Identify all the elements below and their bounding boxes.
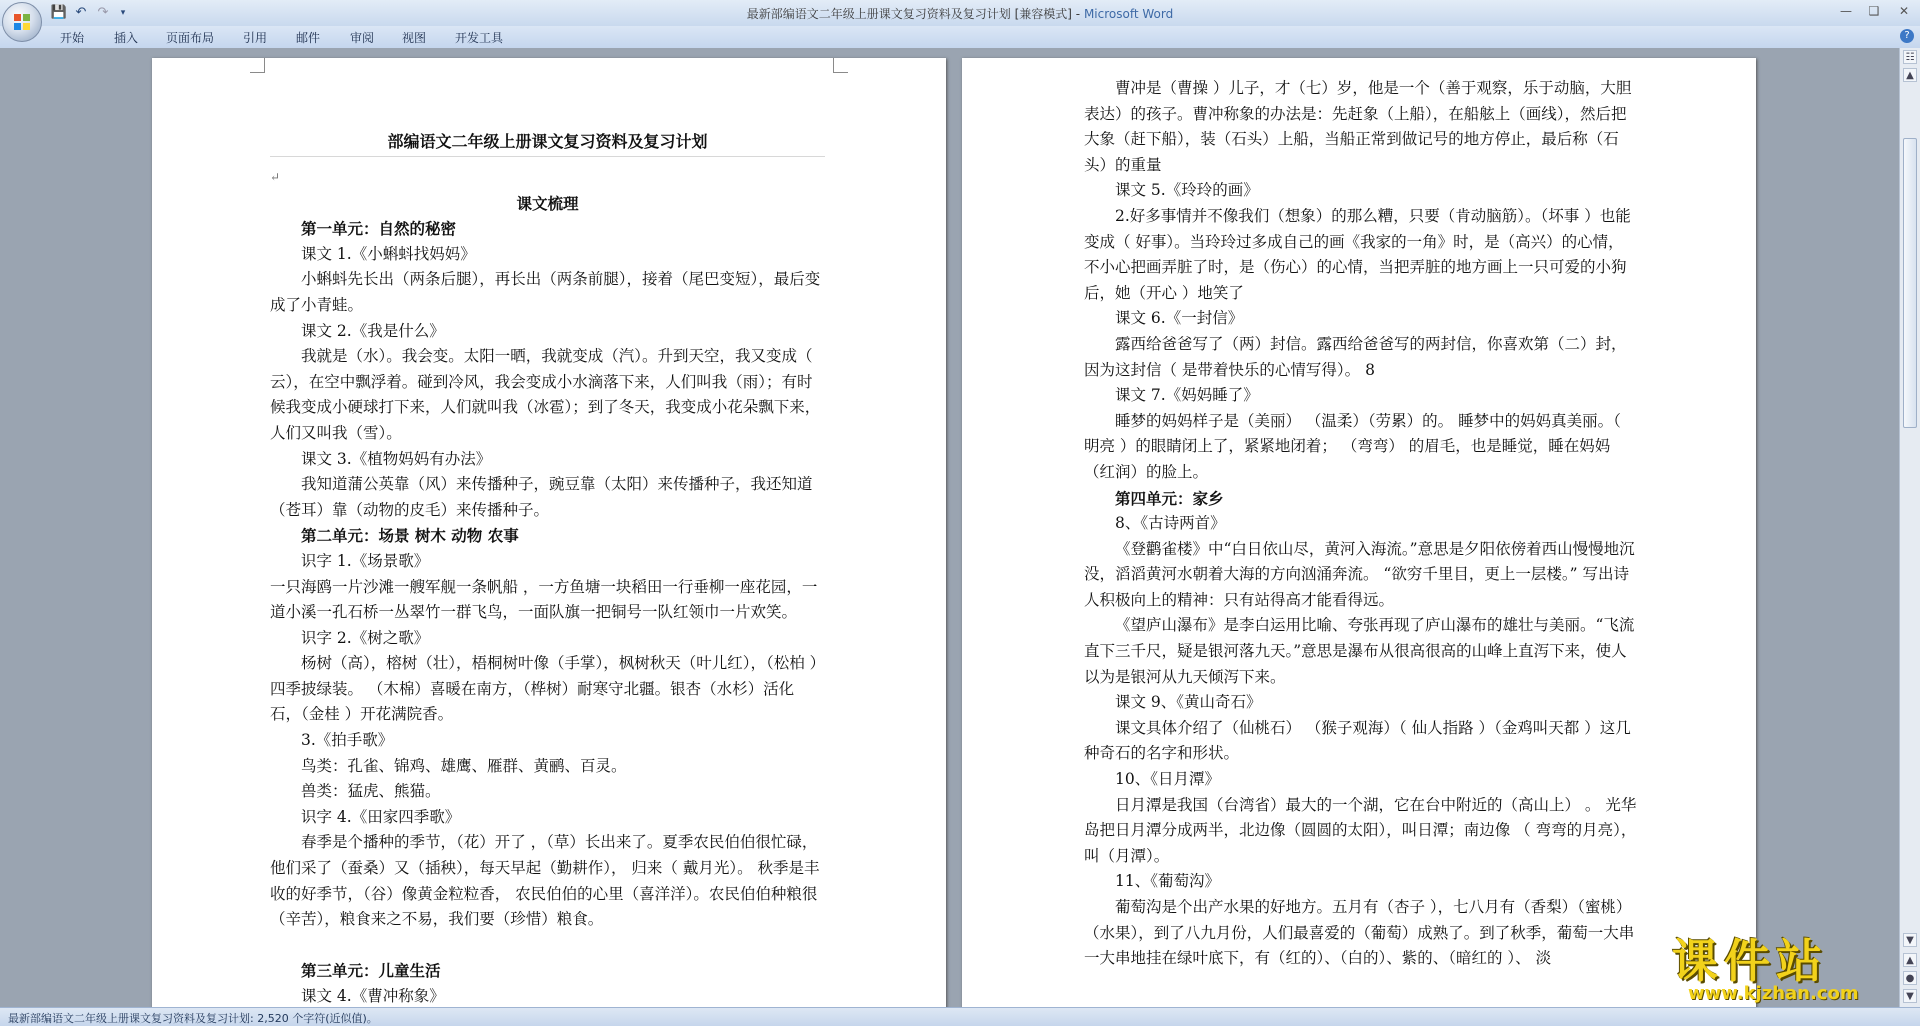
paragraph: 第一单元：自然的秘密 bbox=[301, 219, 457, 239]
minimize-button[interactable]: — bbox=[1840, 4, 1852, 18]
help-icon[interactable]: ? bbox=[1900, 29, 1914, 43]
paragraph: 日月潭是我国（台湾省）最大的一个湖，它在台中附近的（高山上） 。 光华岛把日月潭分成两半，北边像（圆圆的太阳），叫日潭；南边像 （ 弯弯的月亮），叫（月潭）。 bbox=[1084, 795, 1637, 865]
close-button[interactable]: ✕ bbox=[1898, 4, 1910, 18]
tab-page-layout[interactable]: 页面布局 bbox=[166, 31, 215, 45]
paragraph: 课文 4.《曹冲称象》 bbox=[301, 987, 445, 1005]
paragraph: 我知道蒲公英靠（风）来传播种子，豌豆靠（太阳）来传播种子，我还知道（苍耳）靠（动物的皮毛）来传播种子。 bbox=[270, 475, 813, 519]
paragraph: 课文 3.《植物妈妈有办法》 bbox=[301, 449, 492, 468]
scroll-up-icon[interactable]: ▲ bbox=[1903, 68, 1917, 82]
paragraph: 小蝌蚪先长出（两条后腿），再长出（两条前腿），接着（尾巴变短），最后变成了小青蛙。 bbox=[270, 270, 821, 314]
undo-icon[interactable]: ↶ bbox=[75, 5, 87, 20]
vertical-scrollbar[interactable] bbox=[1899, 48, 1920, 1007]
window-title: 最新部编语文二年级上册课文复习资料及复习计划 [兼容模式] - Microsoft Word bbox=[746, 7, 1174, 21]
header-divider bbox=[270, 156, 825, 157]
scroll-down-icon[interactable]: ▼ bbox=[1903, 933, 1917, 947]
paragraph: 3.《拍手歌》 bbox=[301, 731, 394, 750]
document-page-1[interactable] bbox=[152, 58, 946, 1007]
paragraph: 2.好多事情并不像我们（想象）的那么糟，只要（肯动脑筋）。（坏事 ）也能变成（ 好事）。当玲玲过多成自己的画《我家的一角》时，是（高兴）的心情，不小心把画弄脏了时，是（伤心）的心情，当把弄脏的地方画上一只可爱的小狗后，她（开心 ）地笑了 bbox=[1084, 206, 1631, 302]
paragraph: 11、《葡萄沟》 bbox=[1115, 872, 1220, 891]
app-name: Microsoft Word bbox=[1083, 7, 1174, 21]
scrollbar-thumb[interactable] bbox=[1903, 138, 1917, 428]
paragraph: 兽类：猛虎、熊猫。 bbox=[301, 782, 441, 801]
ribbon-tabs bbox=[0, 26, 1920, 49]
paragraph: 睡梦的妈妈样子是（美丽） （温柔）（劳累）的。 睡梦中的妈妈真美丽。（ 明亮 ）的眼睛闭上了，紧紧地闭着； （弯弯） 的眉毛，也是睡觉，睡在妈妈（红润）的脸上。 bbox=[1084, 411, 1621, 481]
ruler-toggle-icon[interactable]: ☷ bbox=[1903, 50, 1917, 64]
title-bar bbox=[0, 0, 1920, 26]
save-icon[interactable]: 💾 bbox=[50, 5, 68, 20]
tab-home[interactable]: 开始 bbox=[60, 31, 85, 45]
page-2-body[interactable] bbox=[1084, 76, 1639, 972]
paragraph: 鸟类：孔雀、锦鸡、雄鹰、雁群、黄鹂、百灵。 bbox=[301, 756, 627, 775]
paragraph: 杨树（高），榕树（壮），梧桐树叶像（手掌），枫树秋天（叶儿红），（松柏 ）四季披绿装。 （木棉）喜暖在南方，（桦树）耐寒守北疆。银杏（水杉）活化石，（金桂 ）开花满院香。 bbox=[270, 654, 818, 724]
paragraph: 我就是（水）。我会变。太阳一晒，我就变成（汽）。升到天空，我又变成（ 云），在空中飘浮着。碰到冷风，我会变成小水滴落下来，人们叫我（雨）；有时候我变成小硬球打下来，人们就叫我（冰雹）；到了冬天，我变成小花朵飘下来，人们又叫我（雪）。 bbox=[270, 347, 821, 442]
paragraph: 《望庐山瀑布》是李白运用比喻、夸张再现了庐山瀑布的雄壮与美丽。“飞流直下三千尺，疑是银河落九天。”意思是瀑布从很高很高的山峰上直泻下来，使人以为是银河从九天倾泻下来。 bbox=[1084, 616, 1635, 686]
paragraph: 葡萄沟是个出产水果的好地方。五月有（杏子 ），七八月有（香梨）（蜜桃）（水果），到了八九月份，人们最喜爱的（葡萄）成熟了。到了秋季，葡萄一大串一大串地挂在绿叶底下，有（红的）、（白的）、紫的、（暗红的 ）、 淡 bbox=[1084, 898, 1635, 968]
crop-mark bbox=[833, 58, 848, 73]
status-bar bbox=[0, 1007, 1920, 1026]
document-title: 部编语文二年级上册课文复习资料及复习计划 bbox=[387, 132, 708, 151]
section-title: 课文梳理 bbox=[516, 193, 579, 213]
page-2-lines bbox=[1084, 76, 1639, 972]
office-logo-icon bbox=[13, 13, 31, 31]
paragraph: 课文 6.《一封信》 bbox=[1115, 309, 1244, 328]
next-page-icon[interactable]: ▼ bbox=[1903, 989, 1917, 1003]
document-page-2[interactable] bbox=[962, 58, 1756, 1007]
document-name: 最新部编语文二年级上册课文复习资料及复习计划 [兼容模式] bbox=[746, 7, 1072, 21]
paragraph: 识字 4.《田家四季歌》 bbox=[301, 807, 461, 826]
paragraph: 课文 1.《小蝌蚪找妈妈》 bbox=[301, 244, 476, 263]
document-workspace bbox=[0, 48, 1900, 1007]
tab-review[interactable]: 审阅 bbox=[350, 31, 375, 45]
watermark-name: 课件站 bbox=[1672, 934, 1828, 988]
paragraph: 露西给爸爸写了（两）封信。露西给爸爸写的两封信，你喜欢第（二）封，因为这封信（ 是带着快乐的心情写得）。 8 bbox=[1084, 334, 1627, 379]
redo-icon[interactable]: ↷ bbox=[97, 5, 109, 20]
restore-button[interactable]: ❑ bbox=[1868, 4, 1880, 18]
paragraph: 《登鹳雀楼》中“白日依山尽，黄河入海流。”意思是夕阳依傍着西山慢慢地沉没，滔滔黄河水朝着大海的方向汹涌奔流。 “欲穷千里目，更上一层楼。” 写出诗人积极向上的精神：只有站得高才能看得远。 bbox=[1084, 539, 1635, 609]
paragraph: 第二单元：场景 树木 动物 农事 bbox=[301, 526, 519, 546]
tab-mailings[interactable]: 邮件 bbox=[296, 31, 321, 45]
watermark-url: www.kjzhan.com bbox=[1688, 983, 1859, 1004]
paragraph: 识字 2.《树之歌》 bbox=[301, 628, 430, 647]
page-1-body[interactable] bbox=[270, 128, 825, 1007]
tab-developer[interactable]: 开发工具 bbox=[455, 31, 504, 45]
paragraph: 一只海鸥一片沙滩一艘军舰一条帆船 ，一方鱼塘一块稻田一行垂柳一座花园，一道小溪一孔石桥一丛翠竹一群飞鸟，一面队旗一把铜号一队红领巾一片欢笑。 bbox=[270, 577, 818, 622]
paragraph: 课文具体介绍了（仙桃石） （猴子观海）（ 仙人指路 ）（金鸡叫天都 ）这几种奇石的名字和形状。 bbox=[1084, 718, 1631, 763]
paragraph: 课文 9、《黄山奇石》 bbox=[1115, 693, 1262, 712]
paragraph: 第三单元：儿童生活 bbox=[301, 961, 441, 981]
paragraph: 春季是个播种的季节，（花）开了 ，（草）长出来了。夏季农民伯伯很忙碌，他们采了（蚕桑）又（插秧），每天早起（勤耕作）， 归来（ 戴月光）。 秋季是丰收的好季节，（谷）像黄金粒粒香， 农民伯伯的心里（喜洋洋）。农民伯伯种粮很（辛苦），粮食来之不易，我们要（珍惜）粮食。 bbox=[270, 833, 820, 929]
paragraph: 第四单元：家乡 bbox=[1115, 488, 1224, 508]
office-button[interactable] bbox=[2, 2, 42, 42]
paragraph: 曹冲是（曹操 ）儿子，才（七）岁，他是一个（善于观察，乐于动脑，大胆表达）的孩子。曹冲称象的办法是：先赶象（上船），在船舷上（画线），然后把大象（赶下船），装（石头）上船，当船正常到做记号的地方停止，最后称（石头）的重量 bbox=[1084, 79, 1632, 174]
paragraph: 10、《日月潭》 bbox=[1115, 770, 1220, 789]
tab-references[interactable]: 引用 bbox=[243, 31, 268, 45]
page-1-lines bbox=[270, 216, 825, 1007]
paragraph: 课文 5.《玲玲的画》 bbox=[1115, 181, 1259, 200]
tab-view[interactable]: 视图 bbox=[402, 31, 427, 45]
paragraph: 课文 2.《我是什么》 bbox=[301, 321, 445, 340]
browse-object-icon[interactable]: ● bbox=[1903, 971, 1917, 985]
tab-insert[interactable]: 插入 bbox=[114, 31, 139, 45]
previous-page-icon[interactable]: ▲ bbox=[1903, 953, 1917, 967]
paragraph: 课文 7.《妈妈睡了》 bbox=[1115, 386, 1259, 405]
customize-toolbar-icon[interactable]: ▾ bbox=[120, 8, 126, 18]
paragraph-mark-icon: ↵ bbox=[270, 170, 281, 184]
paragraph bbox=[270, 933, 825, 959]
paragraph: 8、《古诗两首》 bbox=[1115, 514, 1226, 533]
watermark bbox=[1668, 925, 1918, 1007]
crop-mark bbox=[250, 58, 265, 73]
paragraph: 识字 1.《场景歌》 bbox=[301, 551, 430, 570]
status-text: 最新部编语文二年级上册课文复习资料及复习计划: 2,520 个字符(近似值)。 bbox=[8, 1012, 378, 1025]
